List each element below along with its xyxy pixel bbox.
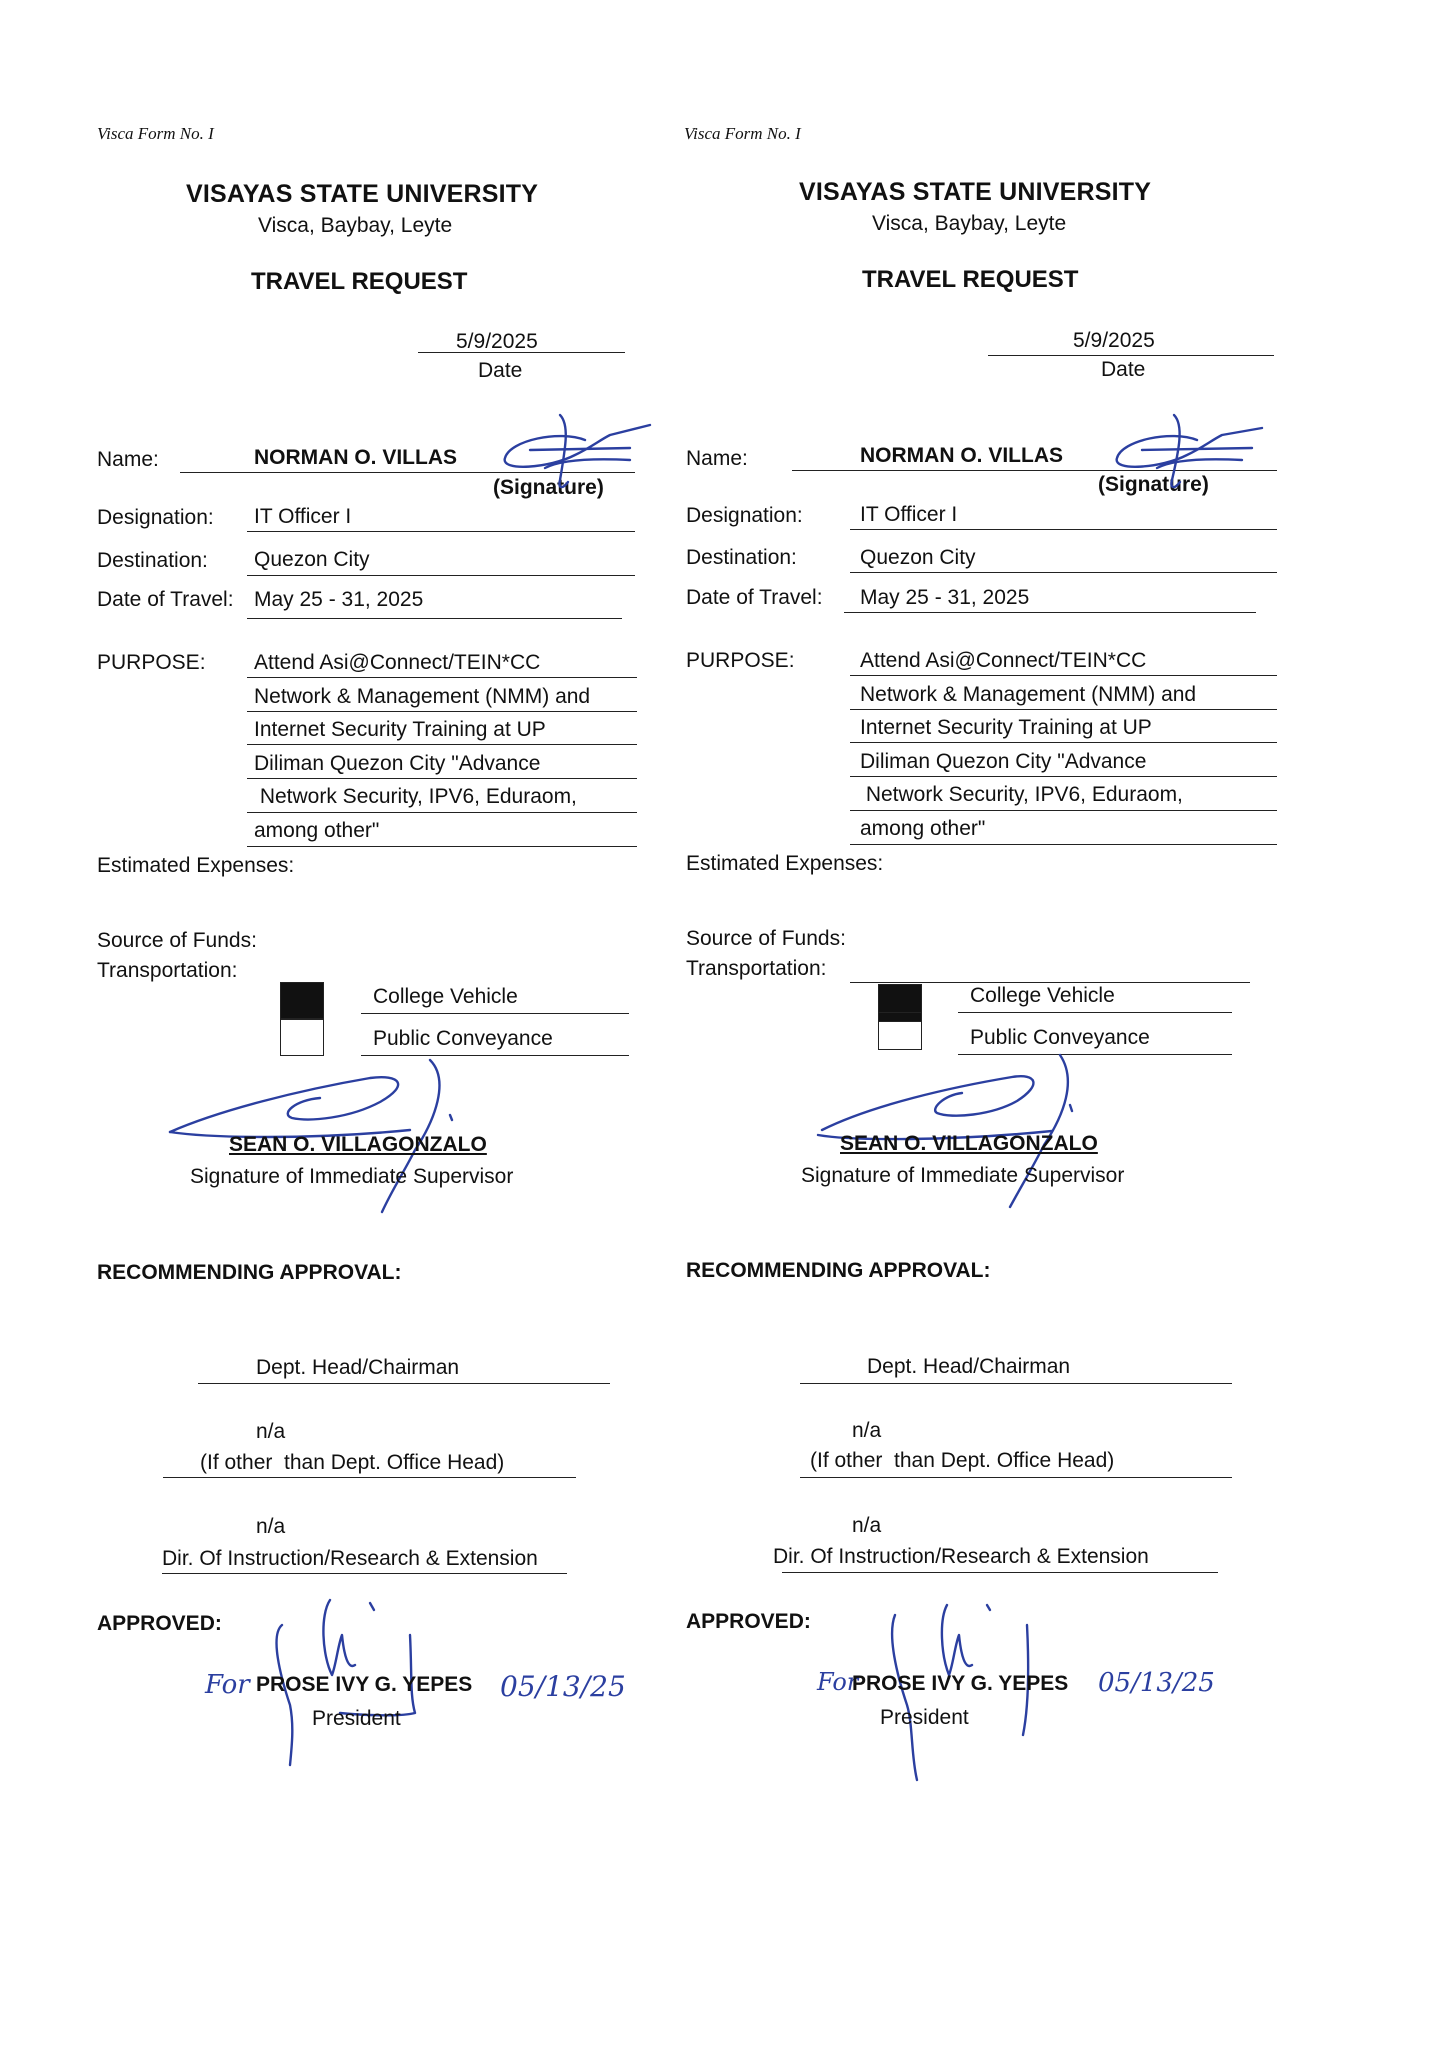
transportation-label: Transportation: (97, 959, 238, 982)
transportation-line (850, 982, 1250, 983)
other-head-value: n/a (256, 1420, 286, 1443)
college-vehicle-label: College Vehicle (970, 984, 1115, 1007)
purpose-label: PURPOSE: (97, 651, 206, 674)
request-date-value: 5/9/2025 (1073, 329, 1155, 352)
dept-head-line (198, 1383, 610, 1384)
transportation-label: Transportation: (686, 957, 827, 980)
purpose-line-4: Diliman Quezon City "Advance (254, 752, 541, 775)
expenses-label: Estimated Expenses: (686, 852, 884, 875)
purpose-line-2: Network & Management (NMM) and (860, 683, 1197, 706)
purpose-line-4: Diliman Quezon City "Advance (860, 750, 1147, 773)
purpose-rule-2 (247, 711, 637, 712)
supervisor-caption: Signature of Immediate Supervisor (801, 1164, 1125, 1187)
dept-head-line (800, 1383, 1232, 1384)
college-vehicle-checkbox[interactable] (280, 982, 324, 1020)
purpose-rule-1 (850, 675, 1277, 676)
president-name: PROSE IVY G. YEPES (852, 1672, 1069, 1695)
purpose-rule-5 (850, 810, 1277, 811)
approved-label: APPROVED: (686, 1610, 811, 1633)
purpose-line-2: Network & Management (NMM) and (254, 685, 591, 708)
college-vehicle-line (958, 1012, 1232, 1013)
purpose-rule-6 (850, 844, 1277, 845)
public-conveyance-line (361, 1055, 629, 1056)
designation-line (850, 529, 1277, 530)
purpose-line-6: among other" (254, 819, 380, 842)
designation-line (247, 531, 635, 532)
director-line (782, 1572, 1218, 1573)
name-value: NORMAN O. VILLAS (254, 446, 457, 469)
travel-date-line (247, 618, 622, 619)
request-date-line (988, 355, 1274, 356)
college-vehicle-line (361, 1013, 629, 1014)
director-value: n/a (256, 1515, 286, 1538)
name-label: Name: (686, 447, 748, 470)
recommending-approval-label: RECOMMENDING APPROVAL: (97, 1261, 402, 1284)
travel-date-value: May 25 - 31, 2025 (860, 586, 1030, 609)
purpose-rule-5 (247, 812, 637, 813)
designation-value: IT Officer I (254, 505, 352, 528)
purpose-rule-2 (850, 709, 1277, 710)
dept-head-caption: Dept. Head/Chairman (867, 1355, 1071, 1378)
director-caption: Dir. Of Instruction/Research & Extension (162, 1547, 538, 1570)
college-vehicle-label: College Vehicle (373, 985, 518, 1008)
other-head-caption: (If other than Dept. Office Head) (810, 1449, 1115, 1472)
designation-label: Designation: (97, 506, 214, 529)
public-conveyance-checkbox[interactable] (280, 1018, 324, 1056)
president-name: PROSE IVY G. YEPES (256, 1673, 473, 1696)
other-head-caption: (If other than Dept. Office Head) (200, 1451, 505, 1474)
designation-value: IT Officer I (860, 503, 958, 526)
university-address: Visca, Baybay, Leyte (872, 212, 1067, 235)
purpose-rule-6 (247, 846, 637, 847)
request-date-line (418, 352, 625, 353)
travel-request-copy-right (612, 0, 1312, 2048)
form-title: TRAVEL REQUEST (862, 266, 1079, 293)
designation-label: Designation: (686, 504, 803, 527)
president-caption: President (880, 1706, 969, 1729)
handwritten-date: 05/13/25 (1098, 1668, 1215, 1698)
purpose-line-1: Attend Asi@Connect/TEIN*CC (860, 649, 1147, 672)
purpose-line-5: Network Security, IPV6, Eduraom, (860, 783, 1183, 806)
university-name: VISAYAS STATE UNIVERSITY (799, 178, 1152, 206)
travel-date-line (844, 612, 1256, 613)
form-title: TRAVEL REQUEST (251, 268, 468, 295)
other-head-value: n/a (852, 1419, 882, 1442)
recommending-approval-label: RECOMMENDING APPROVAL: (686, 1259, 991, 1282)
supervisor-name: SEAN O. VILLAGONZALO (840, 1132, 1098, 1155)
purpose-line-5: Network Security, IPV6, Eduraom, (254, 785, 577, 808)
travel-request-copy-left (0, 0, 700, 2048)
destination-label: Destination: (97, 549, 208, 572)
director-caption: Dir. Of Instruction/Research & Extension (773, 1545, 1149, 1568)
other-head-line (800, 1477, 1232, 1478)
purpose-line-6: among other" (860, 817, 986, 840)
other-head-line (163, 1477, 576, 1478)
purpose-rule-3 (247, 744, 637, 745)
name-value: NORMAN O. VILLAS (860, 444, 1063, 467)
signature-caption: (Signature) (493, 476, 604, 499)
funds-label: Source of Funds: (97, 929, 257, 952)
applicant-signature-icon (1102, 410, 1272, 490)
public-conveyance-checkbox[interactable] (878, 1012, 922, 1050)
handwritten-date: 05/13/25 (500, 1670, 626, 1703)
travel-date-value: May 25 - 31, 2025 (254, 588, 424, 611)
request-date-caption: Date (1101, 358, 1146, 381)
handwritten-for: For (817, 1668, 859, 1696)
travel-date-label: Date of Travel: (686, 586, 823, 609)
destination-value: Quezon City (860, 546, 976, 569)
purpose-rule-1 (247, 677, 637, 678)
purpose-label: PURPOSE: (686, 649, 795, 672)
director-line (162, 1573, 567, 1574)
university-name: VISAYAS STATE UNIVERSITY (186, 180, 539, 208)
public-conveyance-label: Public Conveyance (970, 1026, 1150, 1049)
request-date-caption: Date (478, 359, 523, 382)
destination-value: Quezon City (254, 548, 370, 571)
dept-head-caption: Dept. Head/Chairman (256, 1356, 460, 1379)
signature-caption: (Signature) (1098, 473, 1209, 496)
form-number: Visca Form No. I (684, 124, 801, 143)
travel-date-label: Date of Travel: (97, 588, 234, 611)
destination-label: Destination: (686, 546, 797, 569)
form-number: Visca Form No. I (97, 124, 214, 143)
purpose-line-3: Internet Security Training at UP (860, 716, 1152, 739)
destination-line (850, 572, 1277, 573)
purpose-line-1: Attend Asi@Connect/TEIN*CC (254, 651, 541, 674)
purpose-rule-4 (850, 776, 1277, 777)
destination-line (247, 575, 635, 576)
university-address: Visca, Baybay, Leyte (258, 214, 453, 237)
handwritten-for: For (205, 1670, 250, 1700)
funds-label: Source of Funds: (686, 927, 846, 950)
name-label: Name: (97, 448, 159, 471)
purpose-rule-4 (247, 778, 637, 779)
supervisor-name: SEAN O. VILLAGONZALO (229, 1133, 487, 1156)
request-date-value: 5/9/2025 (456, 330, 538, 353)
president-caption: President (312, 1707, 401, 1730)
expenses-label: Estimated Expenses: (97, 854, 295, 877)
approved-label: APPROVED: (97, 1612, 222, 1635)
purpose-line-3: Internet Security Training at UP (254, 718, 546, 741)
public-conveyance-label: Public Conveyance (373, 1027, 553, 1050)
director-value: n/a (852, 1514, 882, 1537)
purpose-rule-3 (850, 742, 1277, 743)
supervisor-caption: Signature of Immediate Supervisor (190, 1165, 514, 1188)
